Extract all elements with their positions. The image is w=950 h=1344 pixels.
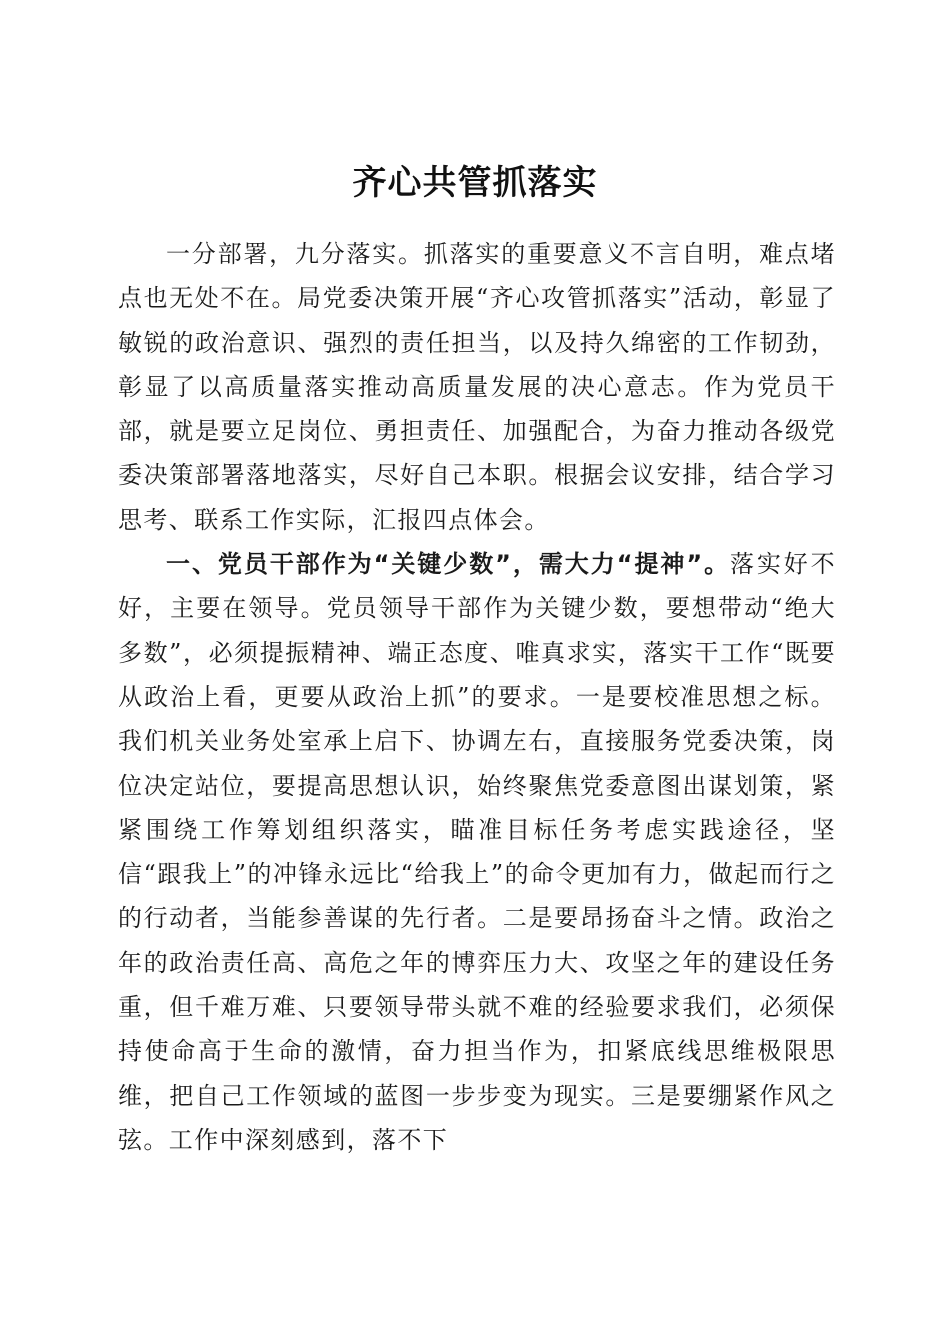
document-title: 齐心共管抓落实: [352, 162, 598, 203]
section-one-text: 落实好不好，主要在领导。党员领导干部作为关键少数，要想带动“绝大多数”，必须提振精神、端正态度、唯真求实，落实干工作“既要从政治上看，更要从政治上抓”的要求。一是要校准思想之标。我们机关业务处室承上启下、协调左右，直接服务党委决策，岗位决定站位，要提高思想认识，始终聚焦党委意图出谋划策，紧紧围绕工作筹划组织落实，瞄准目标任务考虑实践途径，坚信“跟我上”的冲锋永远比“给我上”的命令更加有力，做起而行之的行动者，当能参善谋的先行者。二是要昂扬奋斗之情。政治之年的政治责任高、高危之年的博弈压力大、攻坚之年的建设任务重，但千难万难、只要领导带头就不难的经验要求我们，必须保持使命高于生命的激情，奋力担当作为，扣紧底线思维极限思维，把自己工作领域的蓝图一步步变为现实。三是要绷紧作风之弦。工作中深刻感到，落不下: [118, 550, 836, 1154]
document-body: [118, 232, 836, 1162]
section-one-heading: 一、党员干部作为“关键少数”，需大力“提神”。: [166, 550, 731, 579]
intro-paragraph: [118, 232, 836, 542]
intro-paragraph-text: 一分部署，九分落实。抓落实的重要意义不言自明，难点堵点也无处不在。局党委决策开展“齐心攻管抓落实”活动，彰显了敏锐的政治意识、强烈的责任担当，以及持久绵密的工作韧劲，彰显了以高质量落实推动高质量发展的决心意志。作为党员干部，就是要立足岗位、勇担责任、加强配合，为奋力推动各级党委决策部署落地落实，尽好自己本职。根据会议安排，结合学习思考、联系工作实际，汇报四点体会。: [118, 240, 836, 534]
section-one-paragraph: [118, 542, 836, 1162]
